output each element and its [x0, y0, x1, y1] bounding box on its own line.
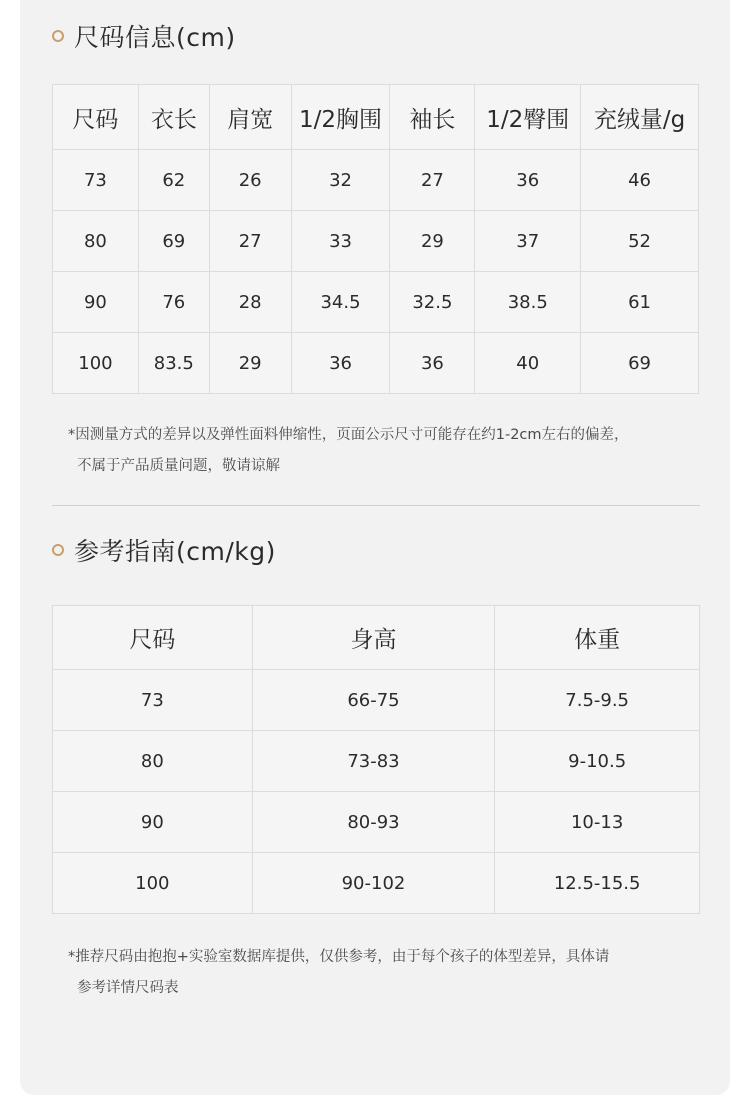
- header-cell: 身高: [252, 606, 495, 670]
- table-cell: 80-93: [252, 792, 495, 853]
- table-cell: 32.5: [390, 272, 475, 333]
- table-cell: 73: [53, 150, 139, 211]
- table-row: [53, 272, 699, 333]
- size-info-heading: [52, 18, 236, 54]
- table-cell: 52: [581, 211, 699, 272]
- guide-table: [52, 605, 700, 914]
- table-cell: 7.5-9.5: [495, 670, 700, 731]
- table-cell: 66-75: [252, 670, 495, 731]
- table-cell: 100: [53, 853, 253, 914]
- header-cell: 肩宽: [209, 85, 291, 150]
- table-cell: 32: [291, 150, 390, 211]
- note-line: *推荐尺码由抱抱+实验室数据库提供，仅供参考，由于每个孩子的体型差异，具体请: [68, 949, 610, 965]
- header-cell: 袖长: [390, 85, 475, 150]
- header-cell: 体重: [495, 606, 700, 670]
- table-cell: 12.5-15.5: [495, 853, 700, 914]
- table-cell: 69: [581, 333, 699, 394]
- table-cell: 73-83: [252, 731, 495, 792]
- table-cell: 46: [581, 150, 699, 211]
- table-cell: 9-10.5: [495, 731, 700, 792]
- header-cell: 1/2胸围: [291, 85, 390, 150]
- table-cell: 90: [53, 792, 253, 853]
- table-cell: 36: [390, 333, 475, 394]
- guide-note: [68, 942, 609, 1004]
- table-cell: 27: [390, 150, 475, 211]
- table-cell: 28: [209, 272, 291, 333]
- table-cell: 27: [209, 211, 291, 272]
- table-cell: 80: [53, 211, 139, 272]
- header-cell: 衣长: [138, 85, 209, 150]
- section-divider: [52, 505, 700, 506]
- size-info-note: [68, 420, 629, 482]
- table-row: [53, 150, 699, 211]
- table-cell: 90-102: [252, 853, 495, 914]
- table-row: [53, 731, 700, 792]
- table-row: [53, 333, 699, 394]
- size-info-title: 尺码信息(cm): [74, 23, 236, 52]
- table-cell: 73: [53, 670, 253, 731]
- table-cell: 83.5: [138, 333, 209, 394]
- table-header-row: [53, 606, 700, 670]
- table-cell: 100: [53, 333, 139, 394]
- table-cell: 33: [291, 211, 390, 272]
- table-cell: 80: [53, 731, 253, 792]
- table-cell: 69: [138, 211, 209, 272]
- table-cell: 34.5: [291, 272, 390, 333]
- table-cell: 29: [209, 333, 291, 394]
- table-row: [53, 853, 700, 914]
- table-row: [53, 211, 699, 272]
- table-cell: 90: [53, 272, 139, 333]
- header-cell: 尺码: [53, 85, 139, 150]
- circle-bullet-icon: [52, 544, 64, 556]
- table-cell: 10-13: [495, 792, 700, 853]
- size-info-table: [52, 84, 699, 394]
- table-row: [53, 670, 700, 731]
- table-cell: 36: [475, 150, 581, 211]
- header-cell: 充绒量/g: [581, 85, 699, 150]
- table-header-row: [53, 85, 699, 150]
- table-cell: 38.5: [475, 272, 581, 333]
- note-line: *因测量方式的差异以及弹性面料伸缩性，页面公示尺寸可能存在约1-2cm左右的偏差，: [68, 427, 629, 443]
- guide-heading: [52, 532, 276, 568]
- table-cell: 61: [581, 272, 699, 333]
- header-cell: 尺码: [53, 606, 253, 670]
- table-cell: 62: [138, 150, 209, 211]
- header-cell: 1/2臀围: [475, 85, 581, 150]
- table-cell: 40: [475, 333, 581, 394]
- table-cell: 29: [390, 211, 475, 272]
- table-cell: 76: [138, 272, 209, 333]
- circle-bullet-icon: [52, 30, 64, 42]
- guide-title: 参考指南(cm/kg): [74, 537, 276, 566]
- note-line: 参考详情尺码表: [77, 980, 179, 996]
- table-cell: 37: [475, 211, 581, 272]
- note-line: 不属于产品质量问题，敬请谅解: [77, 458, 280, 474]
- table-row: [53, 792, 700, 853]
- table-cell: 26: [209, 150, 291, 211]
- table-cell: 36: [291, 333, 390, 394]
